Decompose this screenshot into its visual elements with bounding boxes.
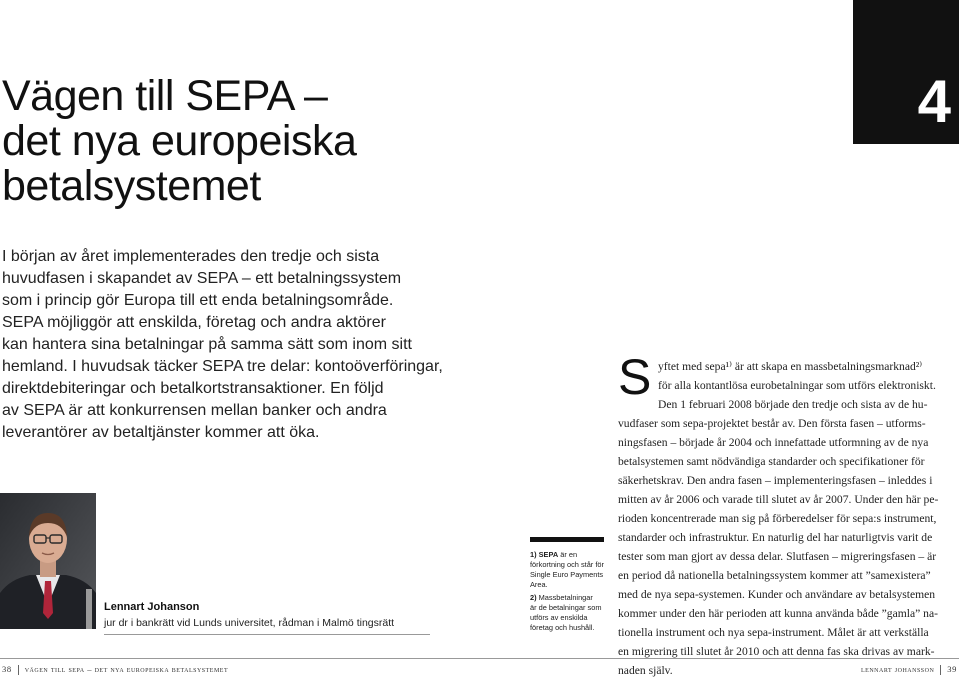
running-title: vägen till sepa – det nya europeiska betalsystemet <box>24 664 229 674</box>
drop-cap: S <box>618 349 652 405</box>
chapter-number: 4 <box>917 68 951 135</box>
body-line: kommer under den här perioden att kunna använda både ”gamla” na- <box>618 607 938 620</box>
footnote-line: Area. <box>530 580 548 589</box>
body-line: säkerhetskrav. Den andra fasen – implementeringsfasen – inleddes i <box>618 474 933 487</box>
chapter-number-box <box>853 0 959 144</box>
caption-divider <box>104 634 430 635</box>
title-line: Vägen till SEPA – <box>2 72 328 120</box>
footer-rule-right <box>479 658 959 659</box>
intro-line: hemland. I huvudsak täcker SEPA tre delar: kontoöverföringar, <box>2 358 443 375</box>
footnote-line <box>530 550 608 560</box>
footer-separator <box>940 665 941 675</box>
intro-line: som i princip gör Europa till ett enda betalningsområde. <box>2 292 394 309</box>
footnote-text: är en <box>560 550 578 559</box>
body-line: tionella instrument och nya sepa-instrument. Målet är att verkställa <box>618 626 929 639</box>
body-line: betalsystemen samt nödvändiga standarder och specifikationer för <box>618 455 925 468</box>
body-line: yftet med sepa¹⁾ är att skapa en massbetalningsmarknad²⁾ <box>658 360 923 373</box>
footnotes-rule <box>530 537 604 542</box>
body-line: naden själv. <box>618 664 673 677</box>
body-line: rioden koncentrerade man sig på förberedelser för sepa:s instrument, <box>618 512 937 525</box>
footnote-line: utförs av enskilda <box>530 613 588 622</box>
footer-rule-left <box>0 658 480 659</box>
title-line: betalsystemet <box>2 162 261 210</box>
footer-separator <box>18 665 19 675</box>
footnote-line: är de betalningar som <box>530 603 602 612</box>
intro-line: huvudfasen i skapandet av SEPA – ett betalningssystem <box>2 270 402 287</box>
title-line: det nya europeiska <box>2 117 357 165</box>
intro-line: SEPA möjliggör att enskilda, företag och andra aktörer <box>2 314 386 331</box>
intro-line: direktdebiteringar och betalkortstransaktioner. En följd <box>2 380 384 397</box>
author-portrait-image <box>0 493 96 629</box>
body-line: med de nya sepa-systemen. Kunder och användare av betalsystemen <box>618 588 936 601</box>
running-author: lennart johansson <box>861 664 935 674</box>
footer-right <box>861 664 957 675</box>
intro-line: leverantörer av betaltjänster kommer att öka. <box>2 424 320 441</box>
body-line: mitten av år 2006 och varade till slutet av år 2007. Under den här pe- <box>618 493 939 506</box>
footnote-line: förkortning och står för <box>530 560 604 569</box>
body-line: tester som man gjort av dessa delar. Slutfasen – migreringsfasen – är <box>618 550 937 563</box>
body-line: standarder och infrastruktur. En naturlig del har naturligtvis varit de <box>618 531 933 544</box>
footnote-1 <box>530 550 608 590</box>
body-line: en migrering till slutet år 2010 och att denna fas ska drivas av mark- <box>618 645 935 658</box>
caption-name: Lennart Johanson <box>104 601 200 613</box>
page-number-right: 39 <box>947 664 957 674</box>
footnote-line: företag och hushåll. <box>530 623 595 632</box>
body-line: Den 1 februari 2008 började den tredje och sista av de hu- <box>658 398 928 411</box>
intro-line: I början av året implementerades den tredje och sista <box>2 248 380 265</box>
body-text <box>618 357 959 680</box>
footnote-2 <box>530 593 608 633</box>
body-line: ningsfasen – började år 2004 och innefattade utformning av de nya <box>618 436 929 449</box>
footer-left <box>2 664 228 675</box>
intro-line: av SEPA är att konkurrensen mellan banker och andra <box>2 402 387 419</box>
body-line: för alla kontantlösa eurobetalningar som utförs elektroniskt. <box>658 379 936 392</box>
page-number-left: 38 <box>2 664 12 674</box>
caption-role: jur dr i bankrätt vid Lunds universitet, rådman i Malmö tingsrätt <box>104 617 395 629</box>
footnote-line: Single Euro Payments <box>530 570 604 579</box>
page-title <box>2 74 482 209</box>
intro-paragraph <box>2 246 442 444</box>
body-line: vudfaser som sepa-projektet består av. Den första fasen – utforms- <box>618 417 926 430</box>
footnote-marker: 2) <box>530 593 537 602</box>
footnote-line <box>530 593 608 603</box>
footnote-text: Massbetalningar <box>538 593 593 602</box>
footnotes <box>530 550 608 636</box>
body-line: en period då nationella betalningssystem kommer att ”samexistera” <box>618 569 931 582</box>
intro-line: kan hantera sina betalningar på samma sätt som inom sitt <box>2 336 412 353</box>
author-photo <box>0 493 96 629</box>
footnote-marker: 1) SEPA <box>530 550 559 559</box>
